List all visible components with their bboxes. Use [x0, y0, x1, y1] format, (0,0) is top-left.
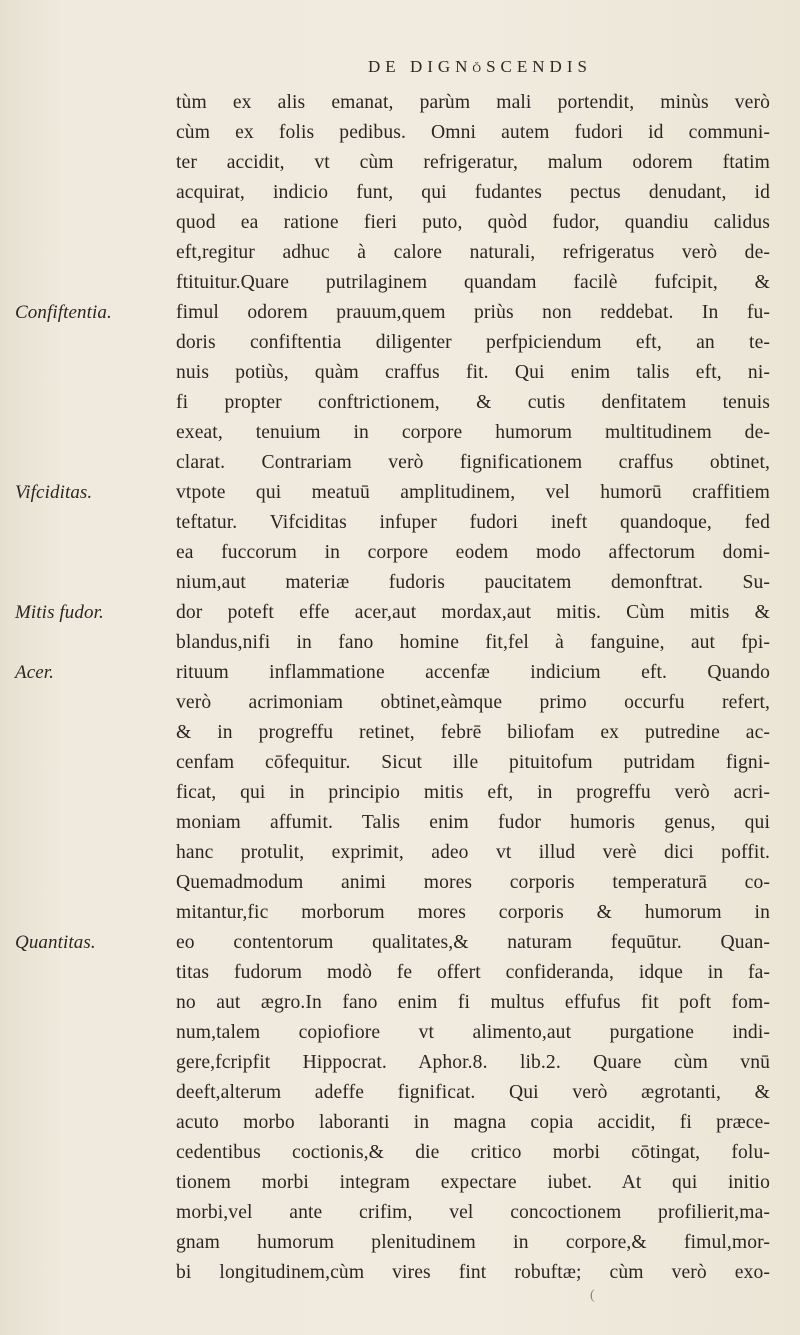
line-text: moniam affumit. Talis enim fudor humoris genus, qui — [176, 812, 770, 833]
text-line — [176, 628, 770, 658]
line-text: bi longitudinem,cùm vires fint robuftæ; cùm verò exo- — [176, 1262, 770, 1283]
text-line — [176, 538, 770, 568]
line-text: nium,aut materiæ fudoris paucitatem demonftrat. Su- — [176, 572, 770, 593]
text-line — [176, 178, 770, 208]
line-text: ter accidit, vt cùm refrigeratur, malum odorem ftatim — [176, 152, 770, 173]
text-line — [176, 868, 770, 898]
text-line — [176, 1048, 770, 1078]
text-line — [176, 958, 770, 988]
line-text: eo contentorum qualitates,& naturam fequūtur. Quan- — [176, 932, 770, 953]
line-text: vtpote qui meatuū amplitudinem, vel humorū craffitiem — [176, 482, 770, 503]
text-line — [176, 508, 770, 538]
line-text: & in progreffu retinet, febrē biliofam ex putredine ac- — [176, 722, 770, 743]
line-text: blandus,nifi in fano homine fit,fel à fanguine, aut fpi- — [176, 632, 770, 653]
line-text: dor poteft effe acer,aut mordax,aut mitis. Cùm mitis & — [176, 602, 770, 623]
text-line — [176, 148, 770, 178]
text-line — [176, 748, 770, 778]
text-line — [176, 328, 770, 358]
text-line — [176, 988, 770, 1018]
line-text: no aut ægro.In fano enim fi multus effufus fit poft fom- — [176, 992, 770, 1013]
text-line — [176, 1168, 770, 1198]
margin-note: Confiftentia. — [15, 302, 112, 323]
text-line — [176, 88, 770, 118]
line-text: cedentibus coctionis,& die critico morbi cōtingat, folu- — [176, 1142, 770, 1163]
text-line — [176, 118, 770, 148]
text-line — [176, 778, 770, 808]
text-line — [176, 448, 770, 478]
line-text: ficat, qui in principio mitis eft, in progreffu verò acri- — [176, 782, 770, 803]
margin-note: Mitis fudor. — [15, 602, 104, 623]
line-text: num,talem copiofiore vt alimento,aut purgatione indi- — [176, 1022, 770, 1043]
text-line — [176, 1258, 770, 1288]
line-text: rituum inflammatione accenfæ indicium eft. Quando — [176, 662, 770, 683]
line-text: morbi,vel ante crifim, vel concoctionem profilierit,ma- — [176, 1202, 770, 1223]
line-text: doris confiftentia diligenter perfpiciendum eft, an te- — [176, 332, 770, 353]
line-text: exeat, tenuium in corpore humorum multitudinem de- — [176, 422, 770, 443]
text-line — [176, 568, 770, 598]
text-line — [176, 1108, 770, 1138]
text-line — [15, 928, 770, 958]
text-line — [176, 838, 770, 868]
text-line — [176, 1018, 770, 1048]
text-line — [176, 898, 770, 928]
text-line — [176, 418, 770, 448]
line-text: acquirat, indicio funt, qui fudantes pectus denudant, id — [176, 182, 770, 203]
bottom-mark: ( — [590, 1288, 595, 1303]
line-text: Quemadmodum animi mores corporis temperaturā co- — [176, 872, 770, 893]
text-line — [176, 1138, 770, 1168]
line-text: cùm ex folis pedibus. Omni autem fudori id communi- — [176, 122, 770, 143]
text-line — [176, 808, 770, 838]
line-text: eft,regitur adhuc à calore naturali, refrigeratus verò de- — [176, 242, 770, 263]
line-text: cenfam cōfequitur. Sicut ille pituitofum putridam figni- — [176, 752, 770, 773]
line-text: verò acrimoniam obtinet,eàmque primo occurfu refert, — [176, 692, 770, 713]
text-line — [176, 268, 770, 298]
text-line — [176, 388, 770, 418]
line-text: mitantur,fic morborum mores corporis & humorum in — [176, 902, 770, 923]
line-text: tùm ex alis emanat, parùm mali portendit, minùs verò — [176, 92, 770, 113]
text-line — [15, 598, 770, 628]
text-line — [176, 718, 770, 748]
text-line — [176, 208, 770, 238]
line-text: deeft,alterum adeffe fignificat. Qui verò ægrotanti, & — [176, 1082, 770, 1103]
line-text: titas fudorum modò fe offert confideranda, idque in fa- — [176, 962, 770, 983]
text-line — [15, 478, 770, 508]
line-text: nuis potiùs, quàm craffus fit. Qui enim talis eft, ni- — [176, 362, 770, 383]
body-text — [15, 88, 770, 1288]
line-text: quod ea ratione fieri puto, quòd fudor, quandiu calidus — [176, 212, 770, 233]
line-text: ftituitur.Quare putrilaginem quandam facilè fufcipit, & — [176, 272, 770, 293]
text-line — [176, 358, 770, 388]
text-line — [176, 1198, 770, 1228]
running-head: DE DIGNŏSCENDIS — [368, 57, 592, 76]
margin-note: Vifciditas. — [15, 482, 93, 503]
line-text: tionem morbi integram expectare iubet. At qui initio — [176, 1172, 770, 1193]
margin-note: Quantitas. — [15, 932, 96, 953]
text-line — [176, 238, 770, 268]
text-line — [15, 658, 770, 688]
text-line — [176, 1228, 770, 1258]
line-text: hanc protulit, exprimit, adeo vt illud verè dici poffit. — [176, 842, 770, 863]
line-text: gere,fcripfit Hippocrat. Aphor.8. lib.2. Quare cùm vnū — [176, 1052, 770, 1073]
text-line — [15, 298, 770, 328]
line-text: fimul odorem prauum,quem priùs non reddebat. In fu- — [176, 302, 770, 323]
line-text: gnam humorum plenitudinem in corpore,& fimul,mor- — [176, 1232, 770, 1253]
line-text: teftatur. Vifciditas infuper fudori ineft quandoque, fed — [176, 512, 770, 533]
text-line — [176, 1078, 770, 1108]
text-line — [176, 688, 770, 718]
line-text: clarat. Contrariam verò fignificationem craffus obtinet, — [176, 452, 770, 473]
margin-note: Acer. — [15, 662, 55, 683]
line-text: fi propter conftrictionem, & cutis denfitatem tenuis — [176, 392, 770, 413]
line-text: ea fuccorum in corpore eodem modo affectorum domi- — [176, 542, 770, 563]
line-text: acuto morbo laboranti in magna copia accidit, fi præce- — [176, 1112, 770, 1133]
